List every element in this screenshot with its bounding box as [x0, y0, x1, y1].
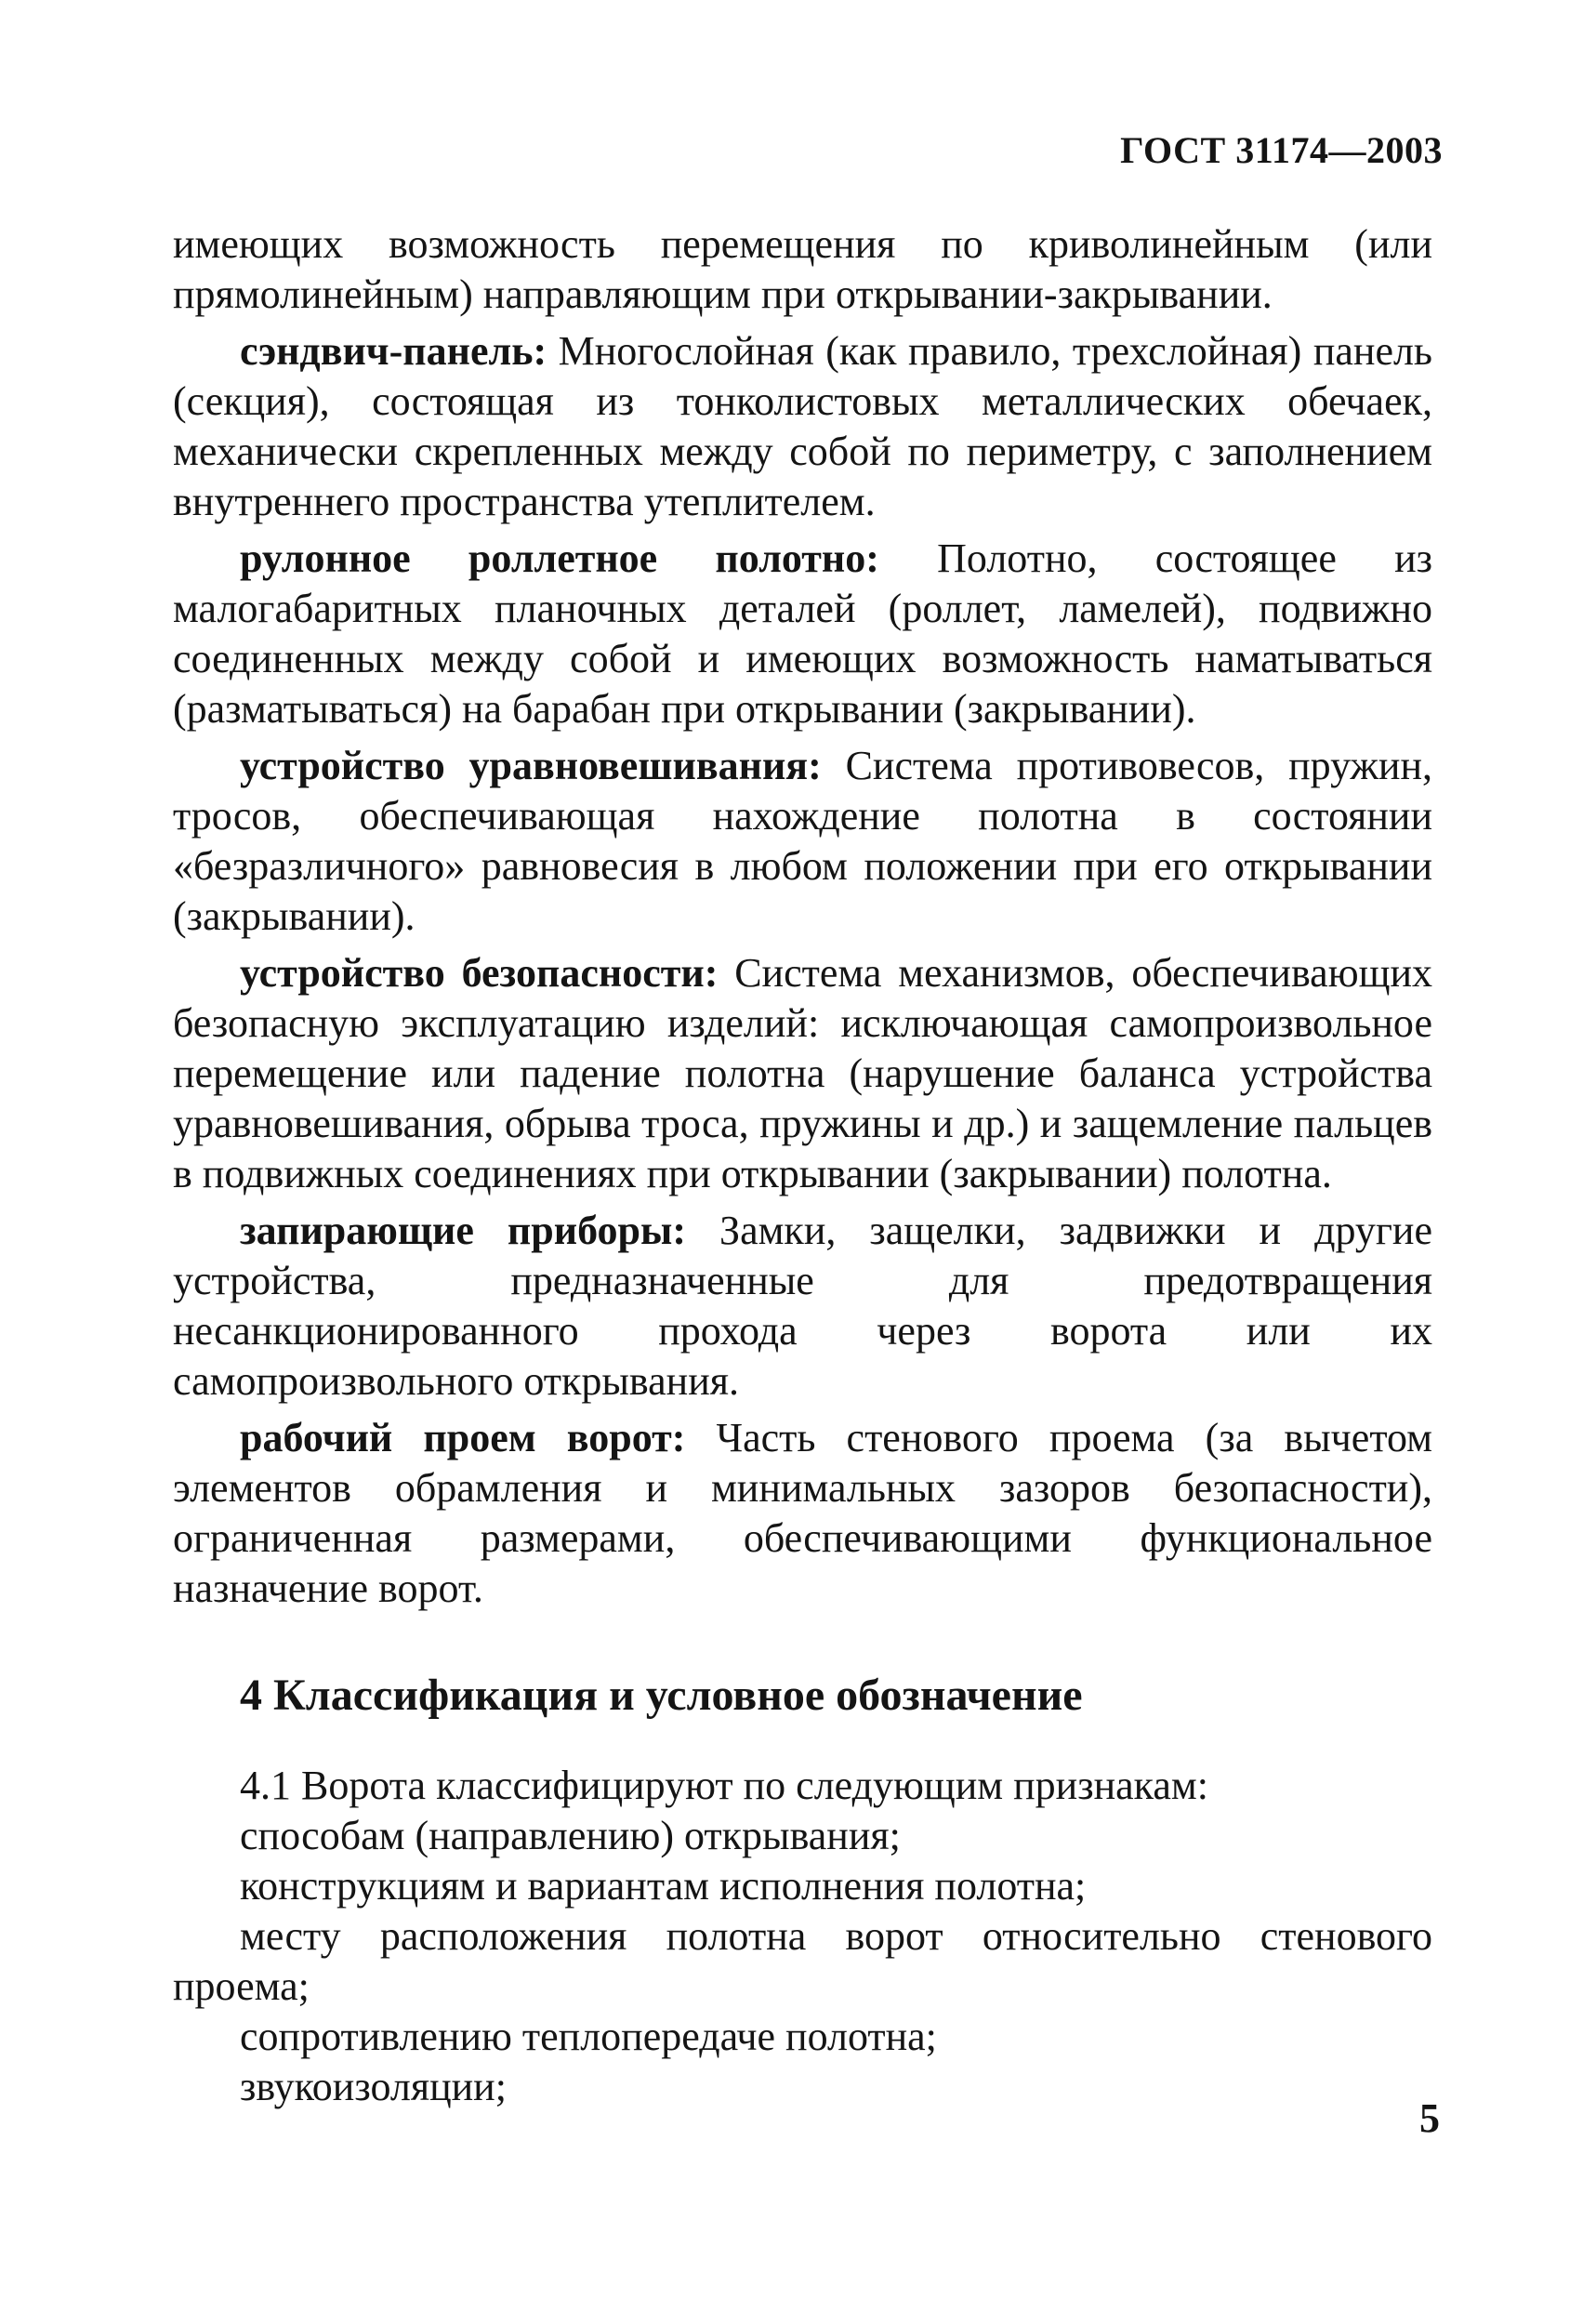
definition-locking-devices	[173, 1206, 1432, 1407]
list-item: конструкциям и вариантам исполнения полотна;	[240, 1863, 1087, 1909]
definition-text: Замки, защелки, задвижки и другие устройства, предназначенные для предотвращения несанкционированного прохода через ворота или их самопроизвольного открывания.	[173, 1208, 1433, 1404]
definition-text: Полотно, состоящее из малогабаритных планочных деталей (роллет, ламелей), подвижно соединенных между собой и имеющих возможность наматываться (разматываться) на барабан при открывании (закрывании).	[173, 535, 1433, 732]
page-body	[173, 219, 1432, 2112]
definition-term: сэндвич-панель:	[240, 328, 547, 374]
definition-roller-blade	[173, 534, 1432, 734]
definition-term: рулонное роллетное полотно:	[240, 535, 879, 581]
definition-term: устройство безопасности:	[240, 950, 719, 996]
page-number: 5	[1419, 2095, 1440, 2141]
definition-term: рабочий проем ворот:	[240, 1415, 686, 1460]
list-item: звукоизоляции;	[240, 2064, 507, 2109]
definition-working-opening	[173, 1413, 1432, 1614]
list-item: способам (направлению) открывания;	[240, 1813, 901, 1858]
classification-list	[173, 1761, 1432, 2112]
definition-text: Система механизмов, обеспечивающих безопасную эксплуатацию изделий: исключающая самопроизвольное перемещение или падение полотна (нарушение баланса устройства уравновешивания, обрыва троса, пружины и др.) и защемление пальцев в подвижных соединениях при открывании (закрывании) полотна.	[173, 950, 1432, 1196]
list-item: сопротивлению теплопередаче полотна;	[240, 2014, 937, 2059]
document-header: ГОСТ 31174—2003	[1120, 129, 1443, 171]
definition-sandwich-panel	[173, 326, 1432, 527]
list-item: месту расположения полотна ворот относительно стенового проема;	[173, 1913, 1432, 2009]
intro-paragraph: имеющих возможность перемещения по криволинейным (или прямолинейным) направляющим при открывании-закрывании.	[173, 221, 1432, 317]
definition-balancing-device	[173, 741, 1432, 942]
definition-term: запирающие приборы:	[240, 1208, 687, 1253]
definition-text: Система противовесов, пружин, тросов, обеспечивающая нахождение полотна в состоянии «безразличного» равновесия в любом положении при его открывании (закрывании).	[173, 743, 1432, 939]
definition-term: устройство уравновешивания:	[240, 743, 822, 788]
classification-lead: 4.1 Ворота классифицируют по следующим признакам:	[240, 1763, 1208, 1808]
definition-text: Многослойная (как правило, трехслойная) панель (секция), состоящая из тонколистовых металлических обечаек, механически скрепленных между собой по периметру, с заполнением внутреннего пространства утеплителем.	[173, 328, 1432, 524]
definition-safety-device	[173, 948, 1432, 1199]
definition-text: Часть стенового проема (за вычетом элементов обрамления и минимальных зазоров безопасности), ограниченная размерами, обеспечивающими функциональное назначение ворот.	[173, 1415, 1432, 1611]
section-heading: 4 Классификация и условное обозначение	[240, 1671, 1083, 1720]
